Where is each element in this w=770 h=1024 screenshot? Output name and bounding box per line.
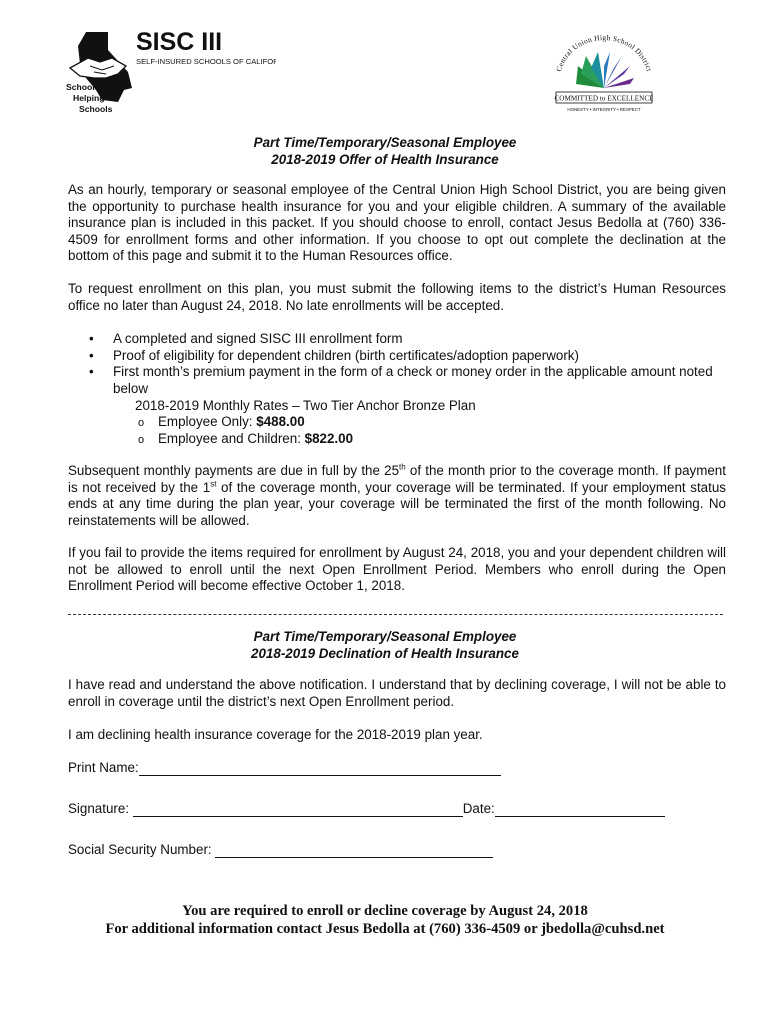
- ssn-label: Social Security Number:: [68, 842, 216, 857]
- bullet-icon: •: [89, 331, 94, 346]
- svg-text:COMMITTED to EXCELLENCE: COMMITTED to EXCELLENCE: [554, 94, 654, 103]
- offer-title-line1: Part Time/Temporary/Seasonal Employee: [253, 135, 517, 150]
- section-divider: [68, 614, 723, 615]
- signature-field: [68, 800, 665, 817]
- svg-text:SELF-INSURED SCHOOLS OF CALIFO: SELF-INSURED SCHOOLS OF CALIFORNIA: [136, 57, 276, 66]
- declination-title-line1: Part Time/Temporary/Seasonal Employee: [253, 629, 517, 644]
- district-logo: [548, 34, 660, 116]
- ssn-line[interactable]: [215, 843, 493, 858]
- signature-label: Signature:: [68, 801, 133, 816]
- contact-notice: For additional information contact Jesus Bedolla at (760) 336-4509 or jbedolla@cuhsd.net: [105, 921, 665, 937]
- sisc-logo: [66, 28, 276, 116]
- svg-text:Schools: Schools: [66, 82, 100, 92]
- date-label: Date:: [462, 801, 495, 816]
- rates-heading: 2018-2019 Monthly Rates – Two Tier Anchor Bronze Plan: [135, 398, 476, 413]
- rate-employee-only: o Employee Only: $488.00: [138, 414, 305, 432]
- enrollment-request-paragraph: To request enrollment on this plan, you must submit the following items to the district’s Human Resources office no later than August 24, 2018. No late enrollments will be accepted.: [68, 281, 726, 313]
- sub-bullet-icon: o: [138, 417, 145, 429]
- list-item: • First month’s premium payment in the form of a check or money order in the applicable amount noted below: [89, 364, 713, 396]
- offer-intro-paragraph: As an hourly, temporary or seasonal employee of the Central Union High School District, you are being given the opportunity to purchase health insurance for you and your eligible children. A summary of the available insurance plan is included in this packet. If you should choose to enroll, contact Jesus Bedolla at (760) 336-4509 for enrollment forms and other information. If you choose to opt out complete the declination at the bottom of this page and submit it to the Human Resources office.: [68, 182, 726, 264]
- offer-title-line2: 2018-2019 Offer of Health Insurance: [271, 152, 499, 167]
- date-line[interactable]: [495, 802, 665, 817]
- svg-text:Helping: Helping: [73, 93, 105, 103]
- svg-text:Central Union High School Dist: Central Union High School District: [554, 34, 654, 73]
- declination-statement: I am declining health insurance coverage for the 2018-2019 plan year.: [68, 727, 483, 742]
- ssn-field: [68, 841, 493, 858]
- rate-employee-children: o Employee and Children: $822.00: [138, 431, 353, 449]
- late-enrollment-paragraph: If you fail to provide the items required for enrollment by August 24, 2018, you and your dependent children will not be allowed to enroll until the next Open Enrollment Period. Members who enroll during the Open Enrollment Period will become effective October 1, 2018.: [68, 545, 726, 594]
- bullet-icon: •: [89, 347, 94, 363]
- svg-text:SISC III: SISC III: [136, 28, 223, 56]
- svg-text:Schools: Schools: [79, 104, 113, 114]
- declination-title-line2: 2018-2019 Declination of Health Insurance: [251, 646, 519, 661]
- svg-text:HONESTY • INTEGRITY • RESPECT: HONESTY • INTEGRITY • RESPECT: [567, 107, 641, 112]
- district-book-icon: [548, 34, 660, 116]
- payment-terms-paragraph: Subsequent monthly payments are due in full by the 25th of the month prior to the coverage month. If payment is not received by the 1st of the coverage month, your coverage will be terminated. If your employment status ends at any time during the plan year, your coverage will be terminated the first of the month following. No reinstatements will be allowed.: [68, 462, 726, 528]
- print-name-line[interactable]: [139, 761, 501, 776]
- declination-acknowledgement: I have read and understand the above notification. I understand that by declining coverage, I will not be able to enroll in coverage until the district’s next Open Enrollment period.: [68, 677, 726, 709]
- signature-line[interactable]: [133, 802, 463, 817]
- list-item: • A completed and signed SISC III enrollment form: [89, 331, 403, 346]
- list-item: • Proof of eligibility for dependent children (birth certificates/adoption paperwork): [89, 347, 579, 363]
- sub-bullet-icon: o: [138, 434, 145, 446]
- print-name-field: [68, 759, 501, 776]
- print-name-label: Print Name:: [68, 760, 139, 775]
- sisc-handshake-icon: [66, 28, 276, 116]
- required-items-list: [68, 331, 726, 397]
- bullet-icon: •: [89, 364, 94, 380]
- deadline-notice: You are required to enroll or decline coverage by August 24, 2018: [182, 903, 588, 919]
